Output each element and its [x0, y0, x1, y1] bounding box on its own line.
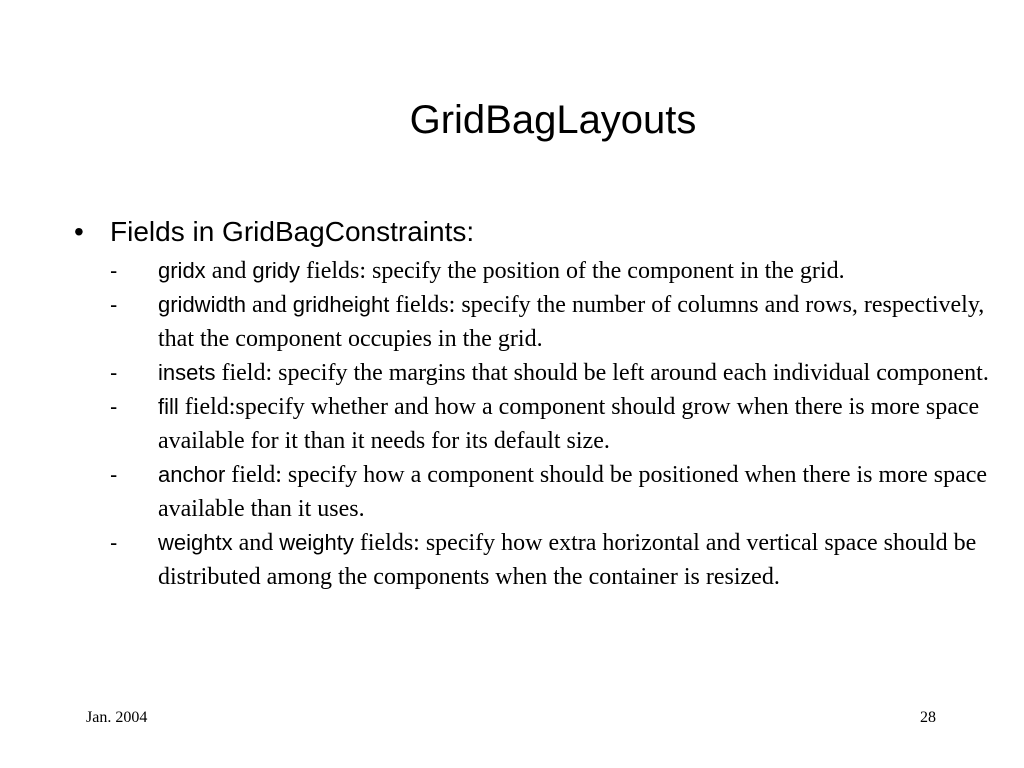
dash-marker: -: [110, 530, 118, 555]
keyword: anchor: [158, 462, 226, 487]
conjunction: and: [232, 530, 280, 556]
keyword: gridx: [158, 258, 206, 283]
description: field: specify the margins that should be left around each individual component.: [215, 360, 989, 386]
sub-bullet-gridx-gridy: [110, 254, 990, 288]
bullet-dot: •: [74, 216, 84, 247]
slide-title: GridBagLayouts: [409, 98, 697, 142]
keyword: gridy: [252, 258, 301, 283]
footer-date: Jan. 2004: [86, 709, 148, 726]
main-bullet-text: Fields in GridBagConstraints:: [110, 216, 475, 247]
description: field:specify whether and how a component should grow when there is more space available for it than it needs for its default size.: [158, 394, 980, 454]
sub-bullet-list: [110, 254, 990, 594]
sub-bullet-insets: [110, 356, 990, 390]
dash-marker: -: [110, 394, 118, 419]
main-bullet: [74, 212, 974, 252]
keyword: gridheight: [292, 292, 390, 317]
keyword: insets: [158, 360, 216, 385]
keyword: weightx: [158, 530, 233, 555]
dash-marker: -: [110, 292, 118, 317]
description: fields: specify how extra horizontal and vertical space should be distributed among the components when the container is resized.: [158, 530, 977, 590]
sub-bullet-anchor: [110, 458, 990, 526]
keyword: weighty: [279, 530, 354, 555]
conjunction: and: [205, 258, 253, 284]
keyword: fill: [158, 394, 179, 419]
keyword: gridwidth: [158, 292, 247, 317]
description: field: specify how a component should be positioned when there is more space available than it uses.: [158, 462, 988, 522]
description: fields: specify the number of columns and rows, respectively, that the component occupies in the grid.: [158, 292, 985, 352]
dash-marker: -: [110, 360, 118, 385]
sub-bullet-weightx-weighty: [110, 526, 990, 594]
description: fields: specify the position of the component in the grid.: [300, 258, 845, 284]
sub-bullet-gridwidth-gridheight: [110, 288, 990, 356]
sub-bullet-fill: [110, 390, 990, 458]
conjunction: and: [246, 292, 293, 318]
dash-marker: -: [110, 258, 118, 283]
dash-marker: -: [110, 462, 118, 487]
page-number: 28: [920, 709, 936, 726]
